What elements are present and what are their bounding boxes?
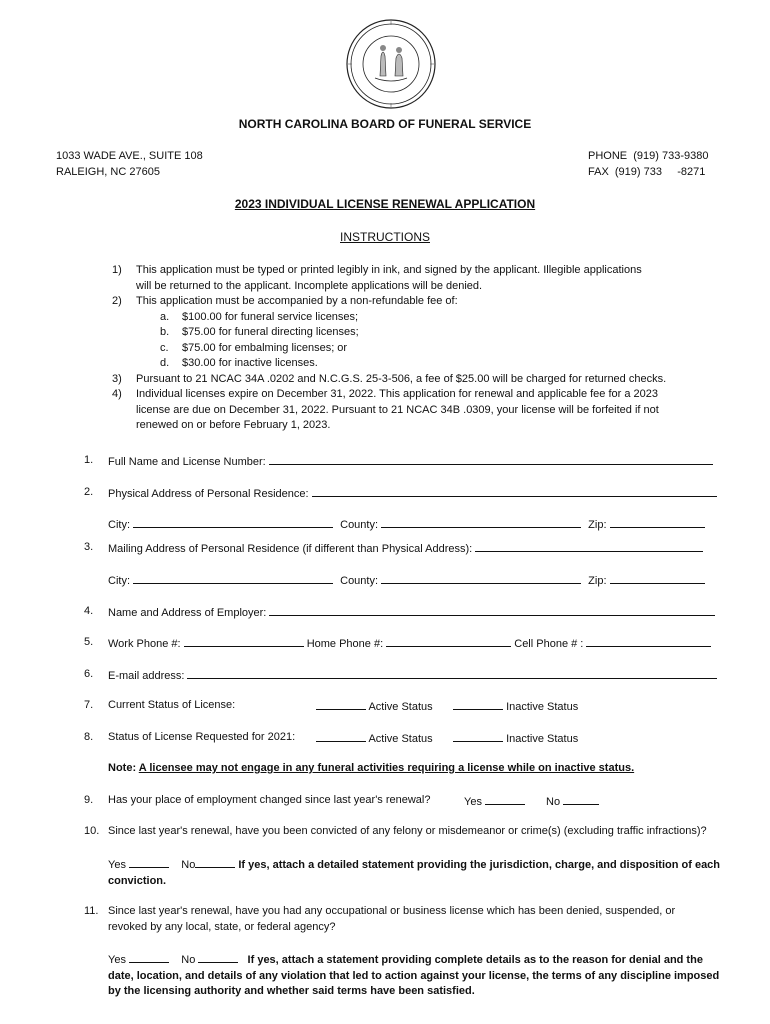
application-title: 2023 INDIVIDUAL LICENSE RENEWAL APPLICATION: [234, 197, 536, 211]
board-address: [56, 148, 203, 180]
requested-active-field[interactable]: [316, 730, 366, 742]
conviction-yes[interactable]: [129, 856, 169, 868]
address-line1: 1033 WADE AVE., SUITE 108: [56, 150, 203, 162]
board-contact: [588, 148, 708, 180]
state-seal-icon: [345, 18, 437, 110]
fee-item: d. $30.00 for inactive licenses.: [160, 357, 318, 369]
employment-changed-no[interactable]: [563, 793, 599, 805]
work-phone-field[interactable]: [184, 635, 304, 647]
board-name: NORTH CAROLINA BOARD OF FUNERAL SERVICE: [238, 117, 532, 131]
mailing-address-field[interactable]: [475, 540, 703, 552]
instructions-list: [112, 263, 712, 434]
email-field[interactable]: [187, 667, 717, 679]
full-name-field[interactable]: [269, 453, 713, 465]
cell-phone-field[interactable]: [586, 635, 711, 647]
requested-inactive-field[interactable]: [453, 730, 503, 742]
mailing-county-field[interactable]: [381, 572, 581, 584]
instruction-item: will be returned to the applicant. Incomplete applications will be denied.: [136, 279, 483, 292]
home-phone-field[interactable]: [386, 635, 511, 647]
employment-changed-yes[interactable]: [485, 793, 525, 805]
instruction-item: renewed on or before February 1, 2023.: [136, 419, 331, 431]
mailing-zip-field[interactable]: [610, 572, 705, 584]
fee-item: c. $75.00 for embalming licenses; or: [160, 341, 348, 354]
current-inactive-field[interactable]: [453, 698, 503, 710]
instruction-item: 4) Individual licenses expire on December 31, 2022. This application for renewal and applicable fee for a 2023: [112, 388, 659, 400]
physical-county-field[interactable]: [381, 516, 581, 528]
instruction-item: 3) Pursuant to 21 NCAC 34A .0202 and N.C.G.S. 25-3-506, a fee of $25.00 will be charged for returned checks.: [112, 372, 667, 385]
address-line2: RALEIGH, NC 27605: [56, 166, 160, 178]
fee-item: a. $100.00 for funeral service licenses;: [160, 310, 359, 323]
instruction-item: 1) This application must be typed or printed legibly in ink, and signed by the applicant. Illegible applications: [112, 264, 642, 276]
license-denied-yes[interactable]: [129, 951, 169, 963]
instruction-item: license are due on December 31, 2022. Pursuant to 21 NCAC 34B .0309, your license will be forfeited if not: [136, 403, 659, 416]
fee-item: b. $75.00 for funeral directing licenses;: [160, 326, 359, 338]
phone-number: PHONE (919) 733-9380: [588, 150, 709, 162]
physical-zip-field[interactable]: [610, 516, 705, 528]
current-active-field[interactable]: [316, 698, 366, 710]
instruction-item: 2) This application must be accompanied by a non-refundable fee of:: [112, 295, 458, 307]
license-denied-no[interactable]: [198, 951, 238, 963]
conviction-no[interactable]: [195, 856, 235, 868]
fax-number: FAX (919) 733 -8271: [588, 166, 706, 178]
instructions-title: INSTRUCTIONS: [340, 230, 430, 244]
physical-address-field[interactable]: [312, 485, 717, 497]
physical-city-field[interactable]: [133, 516, 333, 528]
mailing-city-field[interactable]: [133, 572, 333, 584]
employer-field[interactable]: [269, 604, 715, 616]
